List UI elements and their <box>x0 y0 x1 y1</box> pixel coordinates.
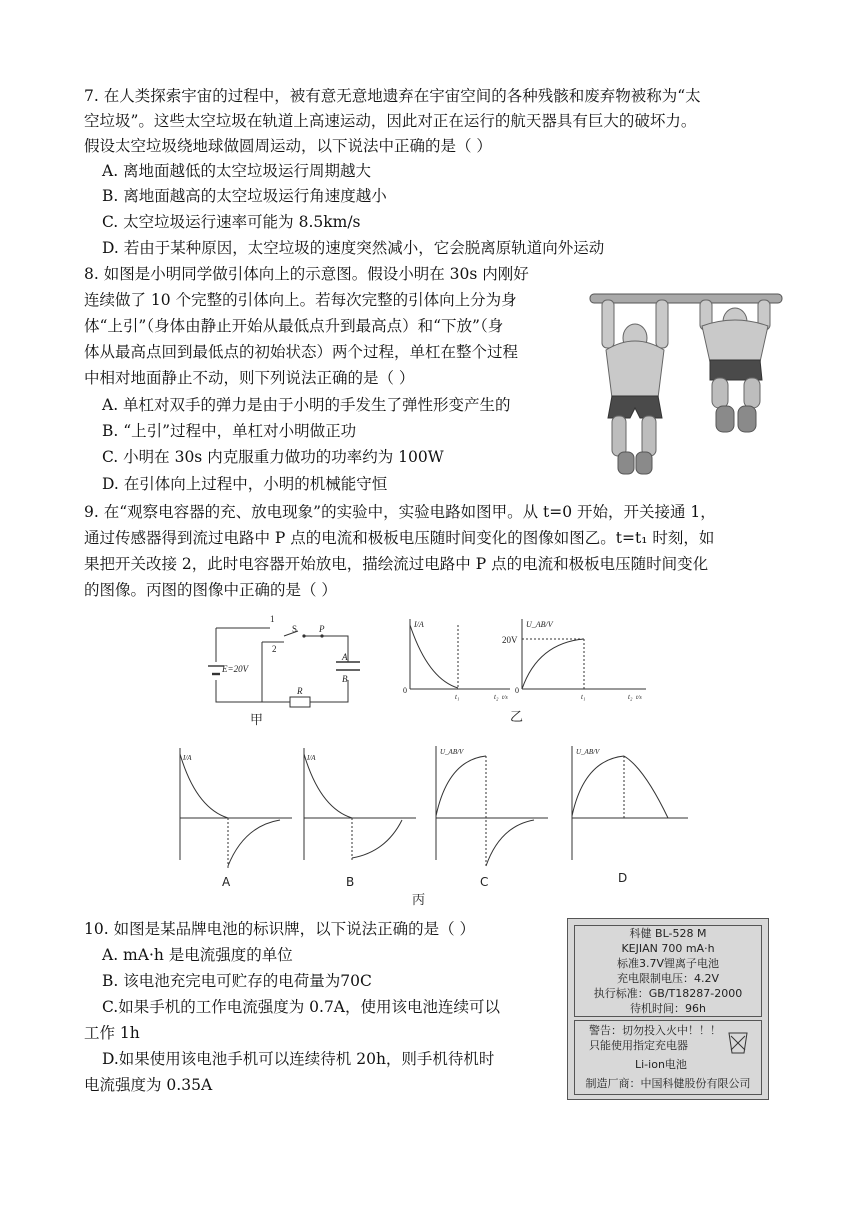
q10-option-c-line-2: 工作 1h <box>84 1024 140 1042</box>
charging-graphs <box>398 615 658 725</box>
battery-standby-time: 待机时间：96h <box>630 1002 706 1015</box>
option-b-axis-label: I/A <box>307 754 316 762</box>
battery-spec-box <box>574 925 762 1017</box>
battery-warning-charger: 只能使用指定充电器 <box>589 1039 688 1052</box>
yi-t1-label-2: t₁ <box>581 693 586 701</box>
battery-charge-voltage: 充电限制电压：4.2V <box>616 972 720 985</box>
q10-stem: 10. 如图是某品牌电池的标识牌，以下说法正确的是（ ） <box>84 920 476 938</box>
battery-standard: 执行标准：GB/T18287-2000 <box>593 987 743 1000</box>
battery-capacity: KEJIAN 700 mA·h <box>621 942 715 955</box>
q7-option-a: A. 离地面越低的太空垃圾运行周期越大 <box>102 162 372 180</box>
q10-option-b: B. 该电池充完电可贮存的电荷量为70C <box>102 972 372 990</box>
plate-a-label: A <box>342 652 348 662</box>
q7-stem-line-3: 假设太空垃圾绕地球做圆周运动，以下说法中正确的是（ ） <box>84 137 492 155</box>
q8-stem-line-1: 8. 如图是小明同学做引体向上的示意图。假设小明在 30s 内刚好 <box>84 265 529 283</box>
yi-t-axis-label-2: t/s <box>636 695 642 701</box>
option-d-graph-label: D <box>618 871 628 885</box>
switch-position-2: 2 <box>272 644 277 654</box>
q8-stem-line-2: 连续做了 10 个完整的引体向上。若每次完整的引体向上分为身 <box>84 291 517 309</box>
q7-stem-line-1: 7. 在人类探索宇宙的过程中，被有意无意地遗弃在宇宙空间的各种残骸和废弃物被称为“太 <box>84 87 701 105</box>
option-a-graph-label: A <box>222 875 231 889</box>
q7-option-d: D. 若由于某种原因，太空垃圾的速度突然减小，它会脱离原轨道向外运动 <box>102 239 605 257</box>
yi-origin-2: 0 <box>515 686 519 695</box>
battery-brand-model: 科健 BL-528 M <box>629 927 707 940</box>
yi-origin-1: 0 <box>403 686 407 695</box>
yi-t2-label-2: t₂ <box>628 693 633 701</box>
option-c-graph-label: C <box>480 875 489 889</box>
plate-b-label: B <box>342 674 348 684</box>
option-a-axis-label: I/A <box>183 754 192 762</box>
option-b-graph-label: B <box>346 875 355 889</box>
q8-stem-line-4: 体从最高点回到最低点的初始状态）两个过程，单杠在整个过程 <box>84 343 519 361</box>
battery-warning-fire: 警告：切勿投入火中！！！ <box>589 1024 721 1037</box>
q10-option-d-line-2: 电流强度为 0.35A <box>84 1076 213 1094</box>
point-p-label: P <box>319 624 325 634</box>
option-c-axis-label: U_AB/V <box>440 748 464 756</box>
q7-stem-line-2: 空垃圾”。这些太空垃圾在轨道上高速运动，因此对正在运行的航天器具有巨大的破坏力。 <box>84 112 697 130</box>
battery-manufacturer: 制造厂商：中国科健股份有限公司 <box>585 1077 751 1090</box>
q7-option-b: B. 离地面越高的太空垃圾运行角速度越小 <box>102 187 387 205</box>
figure-bing-caption: 丙 <box>412 893 426 908</box>
circuit-diagram <box>200 610 380 730</box>
q8-stem-line-3: 体“上引”（身体由静止开始从最低点升到最高点）和“下放”（身 <box>84 317 504 335</box>
q8-option-d: D. 在引体向上过程中，小明的机械能守恒 <box>102 475 388 493</box>
yi-t-axis-label-1: t/s <box>502 695 508 701</box>
battery-type: 标准3.7V锂离子电池 <box>616 957 720 970</box>
battery-li-ion: Li-ion电池 <box>635 1058 687 1071</box>
yi-voltage-max-label: 20V <box>502 635 518 645</box>
q8-option-c: C. 小明在 30s 内克服重力做功的功率约为 100W <box>102 448 444 466</box>
figure-yi-caption: 乙 <box>510 710 524 725</box>
q9-stem-line-1: 9. 在“观察电容器的充、放电现象”的实验中，实验电路如图甲。从 t=0 开始，开关接通 1， <box>84 503 716 521</box>
recycle-bin-icon <box>725 1029 751 1057</box>
battery-label-plate <box>567 918 769 1100</box>
q10-option-c-line-1: C.如果手机的工作电流强度为 0.7A，使用该电池连续可以 <box>102 998 501 1016</box>
q10-option-a: A. mA·h 是电流强度的单位 <box>102 946 293 964</box>
q9-stem-line-3: 果把开关改接 2，此时电容器开始放电，描绘流过电路中 P 点的电流和极板电压随时间变化 <box>84 555 709 573</box>
option-graphs <box>168 742 708 910</box>
yi-t1-label-1: t₁ <box>455 693 460 701</box>
yi-current-axis-label: I/A <box>414 620 424 629</box>
q9-stem-line-2: 通过传感器得到流过电路中 P 点的电流和极板电压随时间变化的图像如图乙。t=t₁ 时刻，如 <box>84 529 715 547</box>
pull-up-illustration <box>588 270 784 482</box>
battery-warning-box <box>574 1020 762 1095</box>
emf-label: E=20V <box>222 664 249 674</box>
q7-option-c: C. 太空垃圾运行速率可能为 8.5km/s <box>102 213 361 231</box>
yi-voltage-axis-label: U_AB/V <box>526 620 553 629</box>
switch-label: S <box>292 624 298 634</box>
figure-jia-caption: 甲 <box>250 713 264 728</box>
q8-option-a: A. 单杠对双手的弹力是由于小明的手发生了弹性形变产生的 <box>102 396 511 414</box>
q8-stem-line-5: 中相对地面静止不动，则下列说法正确的是（ ） <box>84 369 415 387</box>
q8-option-b: B. “上引”过程中，单杠对小明做正功 <box>102 422 357 440</box>
yi-t2-label-1: t₂ <box>494 693 499 701</box>
switch-position-1: 1 <box>270 614 275 624</box>
option-d-axis-label: U_AB/V <box>576 748 600 756</box>
q9-stem-line-4: 的图像。丙图的图像中正确的是（ ） <box>84 581 337 599</box>
q10-option-d-line-1: D.如果使用该电池手机可以连续待机 20h，则手机待机时 <box>102 1050 495 1068</box>
resistor-label: R <box>297 686 303 696</box>
